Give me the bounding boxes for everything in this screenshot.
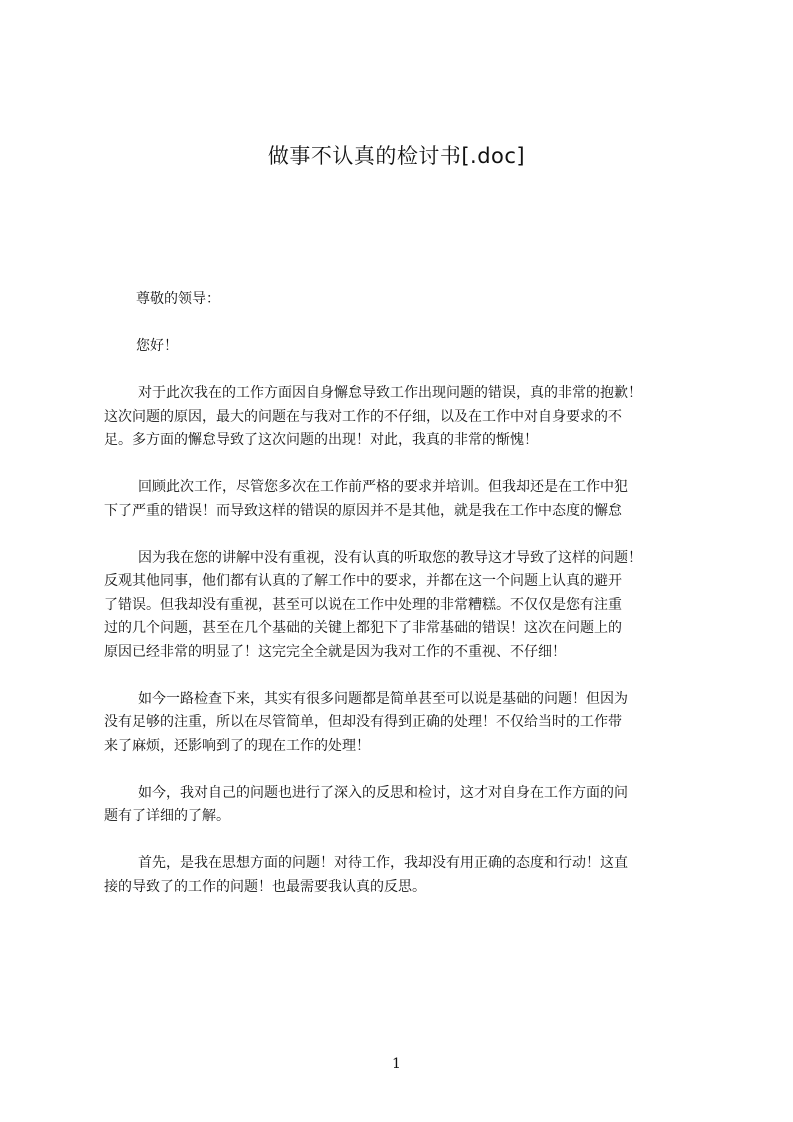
- paragraph-line: 回顾此次工作，尽管您多次在工作前严格的要求并培训。但我却还是在工作中犯: [138, 479, 628, 495]
- blank-line: [104, 359, 700, 383]
- document-title: 做事不认真的检讨书[.doc]: [267, 144, 526, 168]
- page-number: 1: [392, 1056, 401, 1072]
- paragraph: [104, 688, 700, 759]
- paragraph-line: 过的几个问题，甚至在几个基础的关键上都犯下了非常基础的错误！这次在问题上的: [104, 620, 622, 636]
- paragraph: [104, 382, 700, 453]
- paragraph-line: 题有了详细的了解。: [104, 808, 230, 824]
- paragraph-line: 首先，是我在思想方面的问题！对待工作，我却没有用正确的态度和行动！这直: [138, 855, 628, 871]
- paragraph-line: 足。多方面的懈怠导致了这次问题的出现！对此，我真的非常的惭愧！: [104, 432, 538, 448]
- paragraph-line: 这次问题的原因，最大的问题在与我对工作的不仔细，以及在工作中对自身要求的不: [104, 408, 622, 425]
- paragraph-line: 如今，我对自己的问题也进行了深入的反思和检讨，这才对自身在工作方面的问: [138, 784, 628, 801]
- blank-line: [104, 829, 700, 853]
- blank-line: [104, 453, 700, 477]
- paragraph: [104, 476, 700, 523]
- paragraph: [104, 852, 700, 899]
- blank-line: [104, 758, 700, 782]
- paragraph-line: 原因已经非常的明显了！这完完全全就是因为我对工作的不重视、不仔细！: [104, 643, 566, 660]
- greeting: 您好！: [136, 338, 178, 354]
- blank-line: [104, 523, 700, 547]
- paragraph-line: 下了严重的错误！而导致这样的错误的原因并不是其他，就是我在工作中态度的懈怠: [104, 502, 622, 519]
- paragraph-line: 接的导致了的工作的问题！也最需要我认真的反思。: [104, 878, 426, 895]
- blank-line: [104, 664, 700, 688]
- blank-line: [104, 312, 700, 336]
- paragraph: [104, 782, 700, 829]
- paragraph-line: 对于此次我在的工作方面因自身懈怠导致工作出现问题的错误，真的非常的抱歉！: [138, 385, 642, 401]
- paragraph-line: 如今一路检查下来，其实有很多问题都是简单甚至可以说是基础的问题！但因为: [138, 690, 628, 707]
- salutation: 尊敬的领导：: [136, 291, 220, 307]
- paragraph-line: 没有足够的注重，所以在尽管简单，但却没有得到正确的处理！不仅给当时的工作带: [104, 714, 622, 730]
- paragraph: [104, 547, 700, 665]
- paragraph-line: 了错误。但我却没有重视，甚至可以说在工作中处理的非常糟糕。不仅仅是您有注重: [104, 596, 622, 613]
- paragraph-line: 因为我在您的讲解中没有重视，没有认真的听取您的教导这才导致了这样的问题！: [138, 549, 642, 566]
- paragraph-line: 反观其他同事，他们都有认真的了解工作中的要求，并都在这一个问题上认真的避开: [104, 573, 622, 589]
- paragraph-line: 来了麻烦，还影响到了的现在工作的处理！: [104, 737, 370, 754]
- document-body: [104, 288, 700, 899]
